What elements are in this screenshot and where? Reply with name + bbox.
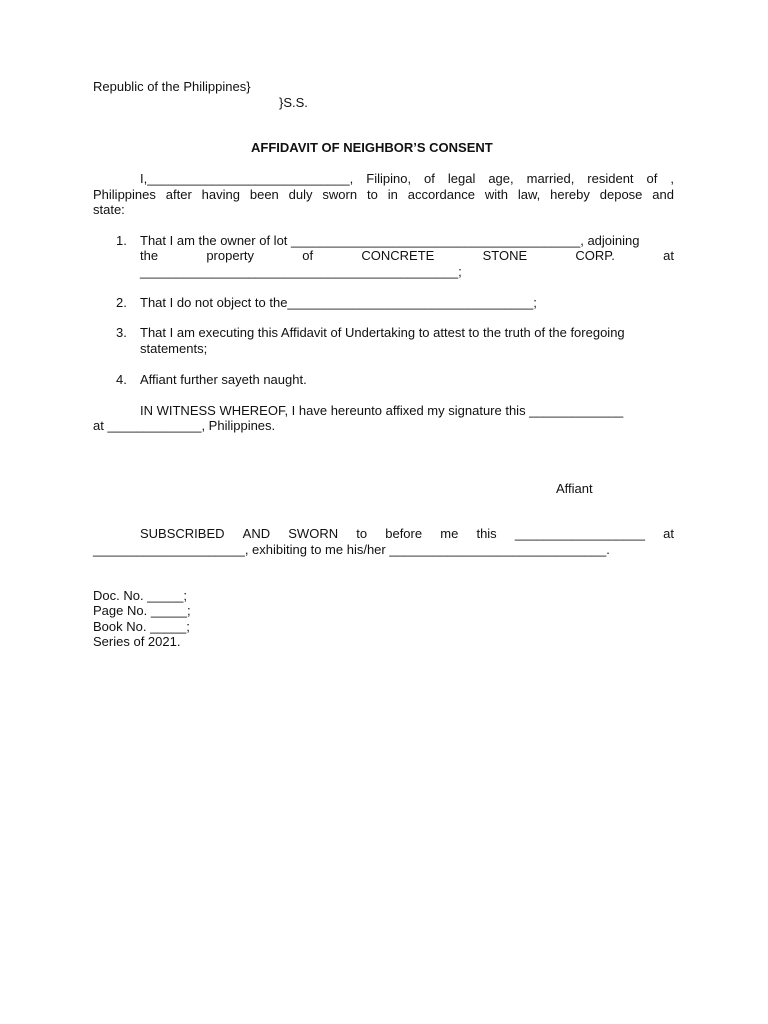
subscribed-line-2: _____________________, exhibiting to me his/her ______________________________. bbox=[93, 542, 610, 557]
item-number: 3. bbox=[116, 325, 127, 340]
subscribed-word: me bbox=[440, 526, 459, 541]
item-4-line-1: Affiant further sayeth naught. bbox=[140, 372, 307, 387]
intro-word: married, bbox=[526, 171, 575, 186]
intro-word: age, bbox=[488, 171, 514, 186]
notary-page-no: Page No. _____; bbox=[93, 603, 191, 618]
item-number: 4. bbox=[116, 372, 127, 387]
subscribed-word: this bbox=[476, 526, 497, 541]
intro-word: resident bbox=[587, 171, 634, 186]
intro-word: of bbox=[424, 171, 435, 186]
notary-book-no: Book No. _____; bbox=[93, 619, 190, 634]
subscribed-line-1 bbox=[140, 526, 674, 542]
item-1-word: of bbox=[302, 248, 314, 263]
venue-ss: }S.S. bbox=[279, 95, 308, 110]
item-1-word: CONCRETE bbox=[361, 248, 435, 263]
item-1-line-2 bbox=[140, 248, 674, 264]
item-number: 1. bbox=[116, 233, 127, 248]
item-3-line-1: That I am executing this Affidavit of Undertaking to attest to the truth of the foregoing bbox=[140, 325, 625, 340]
intro-line-3: state: bbox=[93, 202, 125, 217]
document-title: AFFIDAVIT OF NEIGHBOR’S CONSENT bbox=[251, 140, 493, 155]
item-1-word: STONE bbox=[482, 248, 528, 263]
item-1-line-3: ____________________________________________; bbox=[140, 264, 462, 279]
item-1-word: CORP. bbox=[575, 248, 615, 263]
intro-word: of bbox=[646, 171, 658, 186]
item-3-line-2: statements; bbox=[140, 341, 208, 356]
item-2-line-1: That I do not object to the__________________________________; bbox=[140, 295, 537, 310]
witness-line-2: at _____________, Philippines. bbox=[93, 418, 276, 433]
intro-word: Filipino, bbox=[366, 171, 412, 186]
item-1-word: at bbox=[663, 248, 674, 263]
intro-word: , bbox=[670, 171, 674, 186]
venue-republic: Republic of the Philippines} bbox=[93, 79, 251, 94]
subscribed-word: SWORN bbox=[288, 526, 339, 541]
subscribed-word: AND bbox=[242, 526, 271, 541]
subscribed-word: __________________ bbox=[514, 526, 645, 541]
item-number: 2. bbox=[116, 295, 127, 310]
subscribed-word: SUBSCRIBED bbox=[140, 526, 225, 541]
subscribed-word: at bbox=[663, 526, 674, 541]
item-1-word: the bbox=[140, 248, 159, 263]
item-1-word: property bbox=[206, 248, 255, 263]
subscribed-word: to bbox=[356, 526, 368, 541]
witness-line-1: IN WITNESS WHEREOF, I have hereunto affixed my signature this _____________ bbox=[140, 403, 624, 418]
notary-doc-no: Doc. No. _____; bbox=[93, 588, 187, 603]
intro-line-2: Philippines after having been duly sworn to in accordance with law, hereby depose and bbox=[93, 187, 674, 202]
intro-line-1 bbox=[140, 171, 674, 187]
intro-word: legal bbox=[447, 171, 476, 186]
subscribed-word: before bbox=[385, 526, 423, 541]
item-1-line-1: That I am the owner of lot ________________________________________, adjoining bbox=[140, 233, 640, 248]
affiant-label: Affiant bbox=[556, 481, 593, 496]
intro-word: I,____________________________, bbox=[140, 171, 354, 186]
notary-series: Series of 2021. bbox=[93, 634, 181, 649]
